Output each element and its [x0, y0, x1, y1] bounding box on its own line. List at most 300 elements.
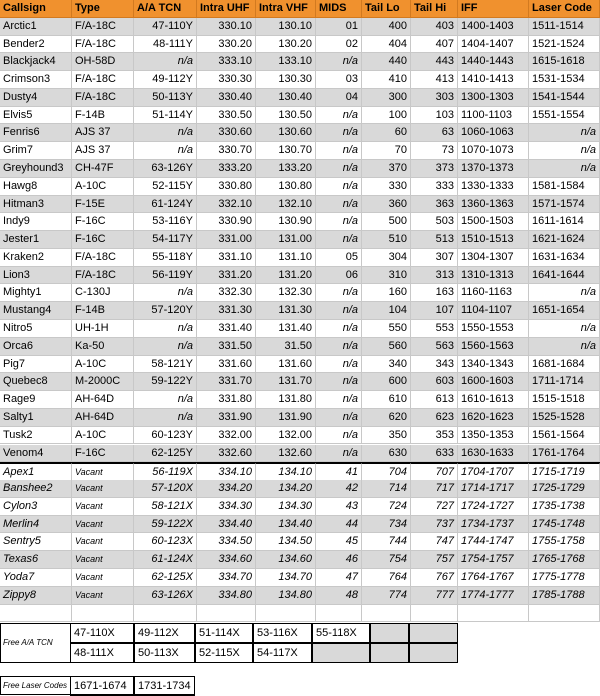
cell-iff[interactable]: 1714-1717	[458, 480, 529, 498]
cell-mids[interactable]: n/a	[316, 409, 362, 427]
cell-tail-lo[interactable]: 160	[362, 284, 411, 302]
cell-callsign[interactable]: Mustang4	[0, 302, 72, 320]
cell-intra-uhf[interactable]: 330.40	[197, 89, 256, 107]
cell-tail-lo[interactable]: 340	[362, 356, 411, 374]
cell-mids[interactable]: n/a	[316, 373, 362, 391]
cell-iff[interactable]: 1370-1373	[458, 160, 529, 178]
cell-intra-vhf[interactable]: 131.90	[256, 409, 316, 427]
cell-iff[interactable]: 1304-1307	[458, 249, 529, 267]
cell-mids[interactable]: n/a	[316, 107, 362, 125]
cell-intra-uhf[interactable]: 334.50	[197, 533, 256, 551]
cell-type[interactable]: UH-1H	[72, 320, 134, 338]
cell-type[interactable]: AH-64D	[72, 409, 134, 427]
cell-mids[interactable]: n/a	[316, 320, 362, 338]
cell-aa-tcn[interactable]: 63-126Y	[134, 160, 197, 178]
cell-laser-code[interactable]: 1515-1518	[529, 391, 600, 409]
cell-callsign[interactable]: Pig7	[0, 356, 72, 374]
cell-type[interactable]: F/A-18C	[72, 36, 134, 54]
cell-iff[interactable]: 1500-1503	[458, 213, 529, 231]
cell-aa-tcn[interactable]: 55-118Y	[134, 249, 197, 267]
cell-iff[interactable]: 1350-1353	[458, 427, 529, 445]
cell-tail-lo[interactable]: 360	[362, 196, 411, 214]
cell-intra-vhf[interactable]: 130.70	[256, 142, 316, 160]
cell-tail-hi[interactable]: 767	[411, 569, 458, 587]
cell-mids[interactable]: 04	[316, 89, 362, 107]
cell-tail-hi[interactable]: 613	[411, 391, 458, 409]
cell-aa-tcn[interactable]: n/a	[134, 409, 197, 427]
cell-callsign[interactable]: Dusty4	[0, 89, 72, 107]
cell-intra-uhf[interactable]: 330.90	[197, 213, 256, 231]
cell-tail-hi[interactable]: 63	[411, 124, 458, 142]
cell-type[interactable]: F-16C	[72, 213, 134, 231]
cell-laser-code[interactable]: 1651-1654	[529, 302, 600, 320]
empty-cell[interactable]	[134, 605, 197, 623]
cell-tail-lo[interactable]: 440	[362, 53, 411, 71]
cell-tail-lo[interactable]: 774	[362, 587, 411, 605]
cell-intra-vhf[interactable]: 131.20	[256, 267, 316, 285]
cell-mids[interactable]: 41	[316, 463, 362, 481]
cell-type[interactable]: Vacant	[72, 569, 134, 587]
cell-aa-tcn[interactable]: 59-122Y	[134, 373, 197, 391]
column-header-aa-tcn[interactable]: A/A TCN	[134, 0, 197, 18]
cell-intra-uhf[interactable]: 331.10	[197, 249, 256, 267]
cell-type[interactable]: AJS 37	[72, 142, 134, 160]
cell-laser-code[interactable]: 1631-1634	[529, 249, 600, 267]
cell-intra-uhf[interactable]: 331.70	[197, 373, 256, 391]
cell-mids[interactable]: 05	[316, 249, 362, 267]
cell-tail-lo[interactable]: 350	[362, 427, 411, 445]
cell-tail-hi[interactable]: 73	[411, 142, 458, 160]
cell-type[interactable]: F-15E	[72, 196, 134, 214]
cell-mids[interactable]: n/a	[316, 427, 362, 445]
cell-tail-hi[interactable]: 707	[411, 463, 458, 481]
cell-tail-lo[interactable]: 300	[362, 89, 411, 107]
cell-tail-hi[interactable]: 407	[411, 36, 458, 54]
cell-mids[interactable]: n/a	[316, 391, 362, 409]
free-laser-cell[interactable]: 1671-1674	[70, 676, 134, 696]
column-header-callsign[interactable]: Callsign	[0, 0, 72, 18]
cell-aa-tcn[interactable]: 62-125Y	[134, 445, 197, 463]
cell-tail-lo[interactable]: 754	[362, 551, 411, 569]
empty-cell[interactable]	[197, 605, 256, 623]
cell-tail-lo[interactable]: 60	[362, 124, 411, 142]
cell-type[interactable]: C-130J	[72, 284, 134, 302]
cell-intra-vhf[interactable]: 133.20	[256, 160, 316, 178]
cell-intra-uhf[interactable]: 331.50	[197, 338, 256, 356]
cell-mids[interactable]: n/a	[316, 178, 362, 196]
cell-aa-tcn[interactable]: 56-119X	[134, 463, 197, 481]
cell-intra-vhf[interactable]: 131.40	[256, 320, 316, 338]
cell-tail-lo[interactable]: 764	[362, 569, 411, 587]
cell-type[interactable]: OH-58D	[72, 53, 134, 71]
cell-intra-uhf[interactable]: 334.40	[197, 516, 256, 534]
cell-type[interactable]: Vacant	[72, 480, 134, 498]
cell-tail-lo[interactable]: 410	[362, 71, 411, 89]
cell-intra-vhf[interactable]: 130.80	[256, 178, 316, 196]
cell-intra-vhf[interactable]: 130.60	[256, 124, 316, 142]
cell-aa-tcn[interactable]: n/a	[134, 142, 197, 160]
cell-callsign[interactable]: Fenris6	[0, 124, 72, 142]
empty-cell[interactable]	[458, 605, 529, 623]
empty-cell[interactable]	[362, 605, 411, 623]
cell-aa-tcn[interactable]: 60-123Y	[134, 427, 197, 445]
cell-tail-lo[interactable]: 404	[362, 36, 411, 54]
cell-laser-code[interactable]: 1581-1584	[529, 178, 600, 196]
cell-intra-vhf[interactable]: 131.60	[256, 356, 316, 374]
cell-intra-vhf[interactable]: 134.10	[256, 463, 316, 481]
cell-intra-uhf[interactable]: 331.90	[197, 409, 256, 427]
cell-intra-uhf[interactable]: 333.20	[197, 160, 256, 178]
free-tcn-cell[interactable]: 48-111X	[70, 643, 134, 663]
cell-type[interactable]: Ka-50	[72, 338, 134, 356]
cell-aa-tcn[interactable]: n/a	[134, 124, 197, 142]
cell-laser-code[interactable]: n/a	[529, 124, 600, 142]
cell-intra-uhf[interactable]: 334.80	[197, 587, 256, 605]
cell-intra-uhf[interactable]: 331.00	[197, 231, 256, 249]
cell-aa-tcn[interactable]: 47-110Y	[134, 18, 197, 36]
cell-callsign[interactable]: Lion3	[0, 267, 72, 285]
empty-cell[interactable]	[256, 605, 316, 623]
cell-tail-hi[interactable]: 747	[411, 533, 458, 551]
cell-laser-code[interactable]: 1621-1624	[529, 231, 600, 249]
cell-callsign[interactable]: Greyhound3	[0, 160, 72, 178]
cell-tail-lo[interactable]: 600	[362, 373, 411, 391]
cell-intra-uhf[interactable]: 334.20	[197, 480, 256, 498]
cell-intra-uhf[interactable]: 331.80	[197, 391, 256, 409]
free-tcn-cell[interactable]: 55-118X	[312, 623, 370, 643]
cell-type[interactable]: F/A-18C	[72, 267, 134, 285]
cell-aa-tcn[interactable]: 52-115Y	[134, 178, 197, 196]
cell-tail-hi[interactable]: 503	[411, 213, 458, 231]
cell-iff[interactable]: 1744-1747	[458, 533, 529, 551]
cell-tail-hi[interactable]: 363	[411, 196, 458, 214]
free-tcn-cell[interactable]	[370, 643, 409, 663]
cell-intra-vhf[interactable]: 134.20	[256, 480, 316, 498]
cell-intra-vhf[interactable]: 131.00	[256, 231, 316, 249]
cell-intra-vhf[interactable]: 132.00	[256, 427, 316, 445]
cell-callsign[interactable]: Tusk2	[0, 427, 72, 445]
cell-tail-lo[interactable]: 100	[362, 107, 411, 125]
cell-iff[interactable]: 1300-1303	[458, 89, 529, 107]
cell-laser-code[interactable]: 1571-1574	[529, 196, 600, 214]
cell-intra-uhf[interactable]: 330.30	[197, 71, 256, 89]
cell-tail-lo[interactable]: 724	[362, 498, 411, 516]
cell-laser-code[interactable]: 1711-1714	[529, 373, 600, 391]
cell-laser-code[interactable]: n/a	[529, 142, 600, 160]
cell-laser-code[interactable]: 1611-1614	[529, 213, 600, 231]
cell-intra-uhf[interactable]: 330.70	[197, 142, 256, 160]
cell-callsign[interactable]: Blackjack4	[0, 53, 72, 71]
cell-intra-vhf[interactable]: 130.50	[256, 107, 316, 125]
cell-callsign[interactable]: Cylon3	[0, 498, 72, 516]
cell-type[interactable]: Vacant	[72, 516, 134, 534]
cell-iff[interactable]: 1774-1777	[458, 587, 529, 605]
cell-intra-vhf[interactable]: 131.70	[256, 373, 316, 391]
empty-cell[interactable]	[72, 605, 134, 623]
cell-type[interactable]: M-2000C	[72, 373, 134, 391]
cell-iff[interactable]: 1764-1767	[458, 569, 529, 587]
cell-laser-code[interactable]: 1785-1788	[529, 587, 600, 605]
cell-intra-vhf[interactable]: 134.80	[256, 587, 316, 605]
cell-mids[interactable]: 03	[316, 71, 362, 89]
cell-callsign[interactable]: Sentry5	[0, 533, 72, 551]
cell-intra-vhf[interactable]: 132.30	[256, 284, 316, 302]
cell-mids[interactable]: n/a	[316, 356, 362, 374]
cell-mids[interactable]: n/a	[316, 213, 362, 231]
cell-intra-vhf[interactable]: 130.40	[256, 89, 316, 107]
cell-mids[interactable]: 01	[316, 18, 362, 36]
cell-intra-uhf[interactable]: 332.10	[197, 196, 256, 214]
cell-intra-uhf[interactable]: 331.30	[197, 302, 256, 320]
cell-callsign[interactable]: Nitro5	[0, 320, 72, 338]
cell-tail-lo[interactable]: 550	[362, 320, 411, 338]
cell-mids[interactable]: n/a	[316, 338, 362, 356]
cell-tail-hi[interactable]: 313	[411, 267, 458, 285]
cell-aa-tcn[interactable]: n/a	[134, 284, 197, 302]
cell-laser-code[interactable]: 1525-1528	[529, 409, 600, 427]
cell-callsign[interactable]: Apex1	[0, 463, 72, 481]
cell-laser-code[interactable]: 1745-1748	[529, 516, 600, 534]
cell-tail-hi[interactable]: 343	[411, 356, 458, 374]
cell-iff[interactable]: 1060-1063	[458, 124, 529, 142]
cell-type[interactable]: F-16C	[72, 445, 134, 463]
column-header-intra-uhf[interactable]: Intra UHF	[197, 0, 256, 18]
cell-laser-code[interactable]: 1761-1764	[529, 445, 600, 463]
cell-laser-code[interactable]: n/a	[529, 320, 600, 338]
cell-laser-code[interactable]: 1725-1729	[529, 480, 600, 498]
cell-callsign[interactable]: Rage9	[0, 391, 72, 409]
free-tcn-cell[interactable]: 49-112X	[134, 623, 195, 643]
empty-cell[interactable]	[0, 605, 72, 623]
cell-intra-vhf[interactable]: 134.30	[256, 498, 316, 516]
empty-cell[interactable]	[529, 605, 600, 623]
cell-intra-vhf[interactable]: 130.20	[256, 36, 316, 54]
cell-iff[interactable]: 1104-1107	[458, 302, 529, 320]
cell-mids[interactable]: 45	[316, 533, 362, 551]
cell-type[interactable]: Vacant	[72, 498, 134, 516]
cell-intra-uhf[interactable]: 331.40	[197, 320, 256, 338]
empty-cell[interactable]	[316, 605, 362, 623]
cell-mids[interactable]: n/a	[316, 284, 362, 302]
cell-tail-hi[interactable]: 413	[411, 71, 458, 89]
cell-intra-vhf[interactable]: 134.40	[256, 516, 316, 534]
cell-laser-code[interactable]: 1765-1768	[529, 551, 600, 569]
cell-iff[interactable]: 1610-1613	[458, 391, 529, 409]
cell-iff[interactable]: 1630-1633	[458, 445, 529, 463]
cell-callsign[interactable]: Zippy8	[0, 587, 72, 605]
cell-tail-lo[interactable]: 304	[362, 249, 411, 267]
cell-tail-lo[interactable]: 714	[362, 480, 411, 498]
cell-intra-uhf[interactable]: 332.30	[197, 284, 256, 302]
cell-type[interactable]: F/A-18C	[72, 249, 134, 267]
cell-aa-tcn[interactable]: 60-123X	[134, 533, 197, 551]
cell-intra-uhf[interactable]: 334.70	[197, 569, 256, 587]
cell-iff[interactable]: 1330-1333	[458, 178, 529, 196]
cell-intra-vhf[interactable]: 131.30	[256, 302, 316, 320]
cell-type[interactable]: A-10C	[72, 427, 134, 445]
cell-tail-hi[interactable]: 757	[411, 551, 458, 569]
cell-iff[interactable]: 1600-1603	[458, 373, 529, 391]
cell-callsign[interactable]: Hitman3	[0, 196, 72, 214]
cell-tail-hi[interactable]: 107	[411, 302, 458, 320]
cell-tail-lo[interactable]: 400	[362, 18, 411, 36]
cell-callsign[interactable]: Texas6	[0, 551, 72, 569]
cell-iff[interactable]: 1400-1403	[458, 18, 529, 36]
cell-callsign[interactable]: Indy9	[0, 213, 72, 231]
cell-tail-lo[interactable]: 630	[362, 445, 411, 463]
cell-tail-hi[interactable]: 353	[411, 427, 458, 445]
cell-intra-uhf[interactable]: 331.60	[197, 356, 256, 374]
cell-intra-vhf[interactable]: 130.30	[256, 71, 316, 89]
column-header-laser-code[interactable]: Laser Code	[529, 0, 600, 18]
cell-aa-tcn[interactable]: 48-111Y	[134, 36, 197, 54]
cell-tail-hi[interactable]: 603	[411, 373, 458, 391]
cell-tail-hi[interactable]: 737	[411, 516, 458, 534]
cell-aa-tcn[interactable]: 53-116Y	[134, 213, 197, 231]
cell-mids[interactable]: 47	[316, 569, 362, 587]
cell-mids[interactable]: 42	[316, 480, 362, 498]
cell-intra-uhf[interactable]: 333.10	[197, 53, 256, 71]
cell-intra-vhf[interactable]: 133.10	[256, 53, 316, 71]
cell-mids[interactable]: n/a	[316, 231, 362, 249]
cell-mids[interactable]: 46	[316, 551, 362, 569]
cell-tail-hi[interactable]: 103	[411, 107, 458, 125]
cell-intra-vhf[interactable]: 130.10	[256, 18, 316, 36]
cell-tail-hi[interactable]: 623	[411, 409, 458, 427]
cell-tail-hi[interactable]: 403	[411, 18, 458, 36]
cell-laser-code[interactable]: 1641-1644	[529, 267, 600, 285]
free-tcn-cell[interactable]	[409, 623, 458, 643]
cell-mids[interactable]: 44	[316, 516, 362, 534]
cell-mids[interactable]: n/a	[316, 124, 362, 142]
cell-intra-vhf[interactable]: 134.70	[256, 569, 316, 587]
cell-intra-vhf[interactable]: 132.60	[256, 445, 316, 463]
cell-iff[interactable]: 1440-1443	[458, 53, 529, 71]
cell-intra-uhf[interactable]: 332.60	[197, 445, 256, 463]
cell-callsign[interactable]: Venom4	[0, 445, 72, 463]
cell-intra-uhf[interactable]: 334.10	[197, 463, 256, 481]
cell-intra-vhf[interactable]: 31.50	[256, 338, 316, 356]
free-tcn-cell[interactable]: 53-116X	[253, 623, 312, 643]
free-tcn-cell[interactable]	[312, 643, 370, 663]
cell-aa-tcn[interactable]: 61-124X	[134, 551, 197, 569]
cell-callsign[interactable]: Elvis5	[0, 107, 72, 125]
cell-iff[interactable]: 1160-1163	[458, 284, 529, 302]
cell-mids[interactable]: n/a	[316, 302, 362, 320]
cell-iff[interactable]: 1754-1757	[458, 551, 529, 569]
cell-type[interactable]: F-16C	[72, 231, 134, 249]
cell-laser-code[interactable]: n/a	[529, 160, 600, 178]
cell-tail-lo[interactable]: 704	[362, 463, 411, 481]
cell-iff[interactable]: 1734-1737	[458, 516, 529, 534]
cell-iff[interactable]: 1704-1707	[458, 463, 529, 481]
cell-tail-hi[interactable]: 163	[411, 284, 458, 302]
cell-intra-uhf[interactable]: 330.20	[197, 36, 256, 54]
cell-callsign[interactable]: Yoda7	[0, 569, 72, 587]
free-tcn-cell[interactable]: 54-117X	[253, 643, 312, 663]
cell-callsign[interactable]: Merlin4	[0, 516, 72, 534]
cell-iff[interactable]: 1510-1513	[458, 231, 529, 249]
cell-intra-uhf[interactable]: 330.80	[197, 178, 256, 196]
cell-callsign[interactable]: Orca6	[0, 338, 72, 356]
cell-aa-tcn[interactable]: n/a	[134, 391, 197, 409]
cell-callsign[interactable]: Grim7	[0, 142, 72, 160]
cell-laser-code[interactable]: 1681-1684	[529, 356, 600, 374]
cell-aa-tcn[interactable]: 49-112Y	[134, 71, 197, 89]
cell-iff[interactable]: 1724-1727	[458, 498, 529, 516]
cell-laser-code[interactable]: 1511-1514	[529, 18, 600, 36]
cell-tail-lo[interactable]: 620	[362, 409, 411, 427]
cell-type[interactable]: A-10C	[72, 178, 134, 196]
cell-iff[interactable]: 1620-1623	[458, 409, 529, 427]
cell-type[interactable]: Vacant	[72, 551, 134, 569]
cell-iff[interactable]: 1340-1343	[458, 356, 529, 374]
cell-iff[interactable]: 1560-1563	[458, 338, 529, 356]
cell-laser-code[interactable]: 1541-1544	[529, 89, 600, 107]
cell-laser-code[interactable]: 1551-1554	[529, 107, 600, 125]
cell-mids[interactable]: 43	[316, 498, 362, 516]
cell-type[interactable]: Vacant	[72, 463, 134, 481]
cell-type[interactable]: Vacant	[72, 587, 134, 605]
cell-tail-lo[interactable]: 510	[362, 231, 411, 249]
cell-type[interactable]: F/A-18C	[72, 18, 134, 36]
cell-intra-vhf[interactable]: 132.10	[256, 196, 316, 214]
cell-aa-tcn[interactable]: 50-113Y	[134, 89, 197, 107]
cell-mids[interactable]: n/a	[316, 445, 362, 463]
cell-aa-tcn[interactable]: 56-119Y	[134, 267, 197, 285]
cell-mids[interactable]: n/a	[316, 142, 362, 160]
cell-mids[interactable]: 48	[316, 587, 362, 605]
cell-type[interactable]: F/A-18C	[72, 71, 134, 89]
column-header-iff[interactable]: IFF	[458, 0, 529, 18]
cell-laser-code[interactable]: 1521-1524	[529, 36, 600, 54]
cell-aa-tcn[interactable]: 59-122X	[134, 516, 197, 534]
cell-type[interactable]: CH-47F	[72, 160, 134, 178]
free-tcn-cell[interactable]: 50-113X	[134, 643, 195, 663]
cell-callsign[interactable]: Salty1	[0, 409, 72, 427]
cell-mids[interactable]: n/a	[316, 53, 362, 71]
cell-aa-tcn[interactable]: 54-117Y	[134, 231, 197, 249]
cell-tail-hi[interactable]: 443	[411, 53, 458, 71]
cell-tail-lo[interactable]: 610	[362, 391, 411, 409]
cell-intra-vhf[interactable]: 131.80	[256, 391, 316, 409]
cell-iff[interactable]: 1360-1363	[458, 196, 529, 214]
cell-aa-tcn[interactable]: 63-126X	[134, 587, 197, 605]
free-tcn-cell[interactable]: 47-110X	[70, 623, 134, 643]
cell-aa-tcn[interactable]: 58-121Y	[134, 356, 197, 374]
cell-callsign[interactable]: Hawg8	[0, 178, 72, 196]
cell-intra-uhf[interactable]: 331.20	[197, 267, 256, 285]
cell-tail-hi[interactable]: 307	[411, 249, 458, 267]
cell-laser-code[interactable]: 1561-1564	[529, 427, 600, 445]
cell-mids[interactable]: n/a	[316, 160, 362, 178]
cell-callsign[interactable]: Mighty1	[0, 284, 72, 302]
cell-intra-uhf[interactable]: 332.00	[197, 427, 256, 445]
cell-aa-tcn[interactable]: 58-121X	[134, 498, 197, 516]
cell-aa-tcn[interactable]: n/a	[134, 53, 197, 71]
cell-tail-lo[interactable]: 500	[362, 213, 411, 231]
cell-tail-hi[interactable]: 717	[411, 480, 458, 498]
cell-tail-lo[interactable]: 330	[362, 178, 411, 196]
cell-tail-lo[interactable]: 734	[362, 516, 411, 534]
cell-callsign[interactable]: Arctic1	[0, 18, 72, 36]
cell-intra-uhf[interactable]: 334.30	[197, 498, 256, 516]
cell-iff[interactable]: 1550-1553	[458, 320, 529, 338]
cell-laser-code[interactable]: 1735-1738	[529, 498, 600, 516]
cell-type[interactable]: AH-64D	[72, 391, 134, 409]
cell-tail-lo[interactable]: 310	[362, 267, 411, 285]
cell-aa-tcn[interactable]: 51-114Y	[134, 107, 197, 125]
